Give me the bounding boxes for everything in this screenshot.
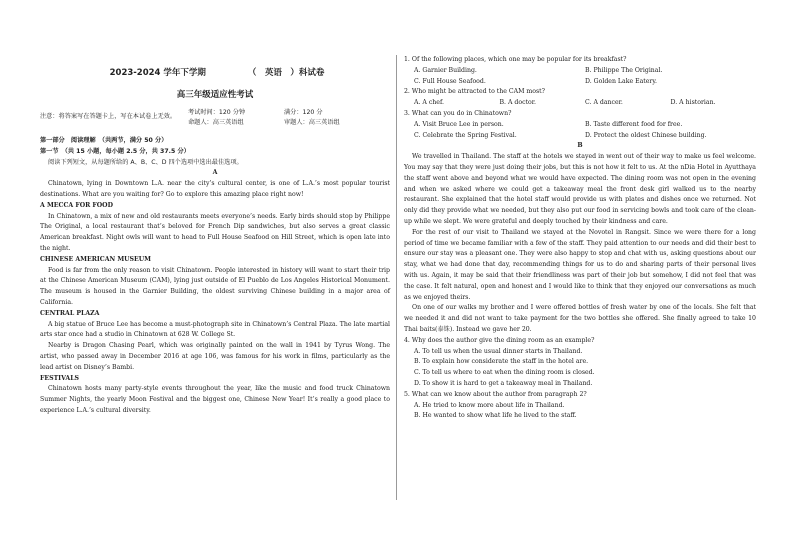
exam-info bbox=[40, 108, 390, 128]
exam-setter: 命题人：高三英语组 bbox=[188, 119, 244, 126]
question-1: 1. Of the following places, which one may be popular for its breakfast? bbox=[404, 56, 627, 63]
question-3-options-row2 bbox=[404, 131, 756, 142]
question-1-options-row2 bbox=[404, 77, 756, 88]
exam-time: 考试时间：120 分钟 bbox=[188, 109, 246, 116]
instruction: 阅读下列短文，从每题所给的 A、B、C、D 四个选项中选出最佳选项。 bbox=[48, 158, 243, 166]
q3-option-a[interactable]: A. Visit Bruce Lee in person. bbox=[414, 120, 504, 128]
subject: （ 英语 ）科试卷 bbox=[247, 68, 325, 78]
passage-a-p5: Chinatown hosts many party-style events throughout the year, like the music and food truck Chinatown Summer Nights, the yearly Moon Festival and the biggest one, Chinese New Year! It’s really a good place to experience L.A.’s cultural diversity. bbox=[40, 385, 390, 414]
section1-title: 第一节 （共 15 小题，每小题 2.5 分，共 37.5 分） bbox=[40, 147, 190, 155]
exam-note: 注意：将答案写在答题卡上，写在本试卷上无效。 bbox=[40, 113, 177, 120]
passage-a-letter: A bbox=[212, 169, 218, 177]
question-1-options-row1 bbox=[404, 66, 756, 77]
heading-museum: CHINESE AMERICAN MUSEUM bbox=[40, 255, 151, 263]
passage-b-p1: We travelled in Thailand. The staff at the hotels we stayed in went out of their way to make us feel welcome. You may say that they were just doing their jobs, but this is not how it felt to us. At the nDia Hotel in Ayutthaya the staff went above and beyond what we would have expected. The dining room was not open in the evening and when we asked where we could get a takeaway meal the front desk girl walked us to the nearby restaurant. She explained that the hotel staff would provide us with plates and dishes once we returned. Not only did they provide what we needed, but they also put our food in servicing bowls and took care of the clean-up while we slept. We were grateful and deeply touched by their kindness and care. bbox=[404, 153, 756, 225]
q2-option-a[interactable]: A. A chef. bbox=[414, 99, 444, 107]
year-term: 2023-2024 学年下学期 bbox=[109, 68, 206, 78]
passage-b-letter: B bbox=[577, 142, 583, 150]
passage-a-p4: Nearby is Dragon Chasing Pearl, which was originally painted on the wall in 1941 by Tyrus Wong. The artist, who passed away in December 2016 at age 106, was famous for his work in films, particularly as the lead artist on Disney’s Bambi. bbox=[40, 342, 390, 371]
passage-b-p3: On one of our walks my brother and I were offered bottles of fresh water by one of the locals. She felt that we needed it and did not want to take payment for the two bottles she offered. She finally agreed to take 10 Thai baits(泰铢). Instead we gave her 20. bbox=[404, 304, 756, 333]
heading-plaza: CENTRAL PLAZA bbox=[40, 309, 100, 317]
q1-option-d[interactable]: D. Golden Lake Eatery. bbox=[585, 77, 658, 85]
q2-option-d[interactable]: D. A historian. bbox=[670, 99, 716, 107]
exam-header-row bbox=[44, 66, 390, 78]
heading-food: A MECCA FOR FOOD bbox=[40, 201, 113, 209]
question-3-options-row1 bbox=[404, 120, 756, 131]
question-2-options bbox=[404, 98, 756, 109]
q4-option-d[interactable]: D. To show it is hard to get a takeaway meal in Thailand. bbox=[414, 379, 593, 387]
passage-b-p2: For the rest of our visit to Thailand we stayed at the Novotel in Rangsit. Since we were there for a long period of time we became familiar with a few of the staff. They paid attention to our needs and did their best to ensure our stay was a pleasant one. They were also happy to stop and chat with us, asking questions about our stay, what we had done that day, recommending things for us to do and sharing parts of their personal lives with us. Again, it may be said that their friendliness was part of their job but somehow, I did not feel that was the case. It felt natural, open and honest and I would like to think that they enjoyed our conversations as much as we enjoyed theirs. bbox=[404, 228, 756, 301]
exam-name: 高三年级适应性考试 bbox=[176, 90, 254, 100]
question-5: 5. What can we know about the author from paragraph 2? bbox=[404, 390, 587, 398]
q2-option-b[interactable]: B. A doctor. bbox=[499, 99, 537, 107]
q4-option-a[interactable]: A. To tell us when the usual dinner starts in Thailand. bbox=[414, 347, 583, 355]
passage-a-p1: In Chinatown, a mix of new and old restaurants meets everyone’s needs. Early birds should stop by Philippe The Original, a local restaurant that’s beloved for French Dip sandwiches, but also serves a great classic American breakfast. Night owls will want to head to Full House Seafood on Hill Street, which is open late into the night. bbox=[40, 212, 390, 252]
left-column bbox=[40, 66, 390, 417]
q2-option-c[interactable]: C. A dancer. bbox=[585, 99, 623, 107]
passage-a-p3: A big statue of Bruce Lee has become a must-photograph site in Chinatown’s Central Plaza. The late martial arts star once had a studio in Chinatown at 628 W. College St. bbox=[40, 320, 390, 339]
q5-option-a[interactable]: A. He tried to know more about life in Thailand. bbox=[414, 401, 565, 409]
q1-option-b[interactable]: B. Philippe The Original. bbox=[585, 66, 663, 74]
right-column bbox=[404, 55, 756, 422]
q3-option-d[interactable]: D. Protect the oldest Chinese building. bbox=[585, 131, 707, 139]
part1-block bbox=[40, 136, 390, 417]
q5-option-b[interactable]: B. He wanted to show what life he lived to the staff. bbox=[414, 412, 577, 420]
q4-option-c[interactable]: C. To tell us where to eat when the dining room is closed. bbox=[414, 369, 595, 377]
q4-option-b[interactable]: B. To explain how considerate the staff in the hotel are. bbox=[414, 358, 589, 366]
exam-score: 满分：120 分 bbox=[284, 109, 323, 116]
heading-festivals: FESTIVALS bbox=[40, 374, 80, 382]
q3-option-c[interactable]: C. Celebrate the Spring Festival. bbox=[414, 131, 517, 139]
q1-option-c[interactable]: C. Full House Seafood. bbox=[414, 77, 486, 85]
part1-title: 第一部分 阅读理解 （共两节，满分 50 分） bbox=[40, 137, 168, 144]
passage-a-p2: Food is far from the only reason to visit Chinatown. People interested in history will want to start their trip at the Chinese American Museum (CAM), lying just outside of El Pueblo de Los Angeles Historical Monument. The museum is housed in the Garnier Building, the oldest surviving Chinese building in a major area of California. bbox=[40, 266, 390, 306]
passage-a-intro: Chinatown, lying in Downtown L.A. near the city’s cultural center, is one of L.A.’s most popular tourist destinations. What are you waiting for? Go to explore this amazing place right now! bbox=[40, 180, 390, 198]
q3-option-b[interactable]: B. Taste different food for free. bbox=[585, 120, 683, 128]
q1-option-a[interactable]: A. Garnier Building. bbox=[414, 66, 477, 74]
question-4: 4. Why does the author give the dining room as an example? bbox=[404, 336, 595, 344]
column-divider bbox=[396, 55, 397, 500]
question-2: 2. Who might be attracted to the CAM most? bbox=[404, 88, 545, 96]
exam-reviewer: 审题人：高三英语组 bbox=[284, 119, 340, 126]
question-3: 3. What can you do in Chinatown? bbox=[404, 109, 512, 117]
